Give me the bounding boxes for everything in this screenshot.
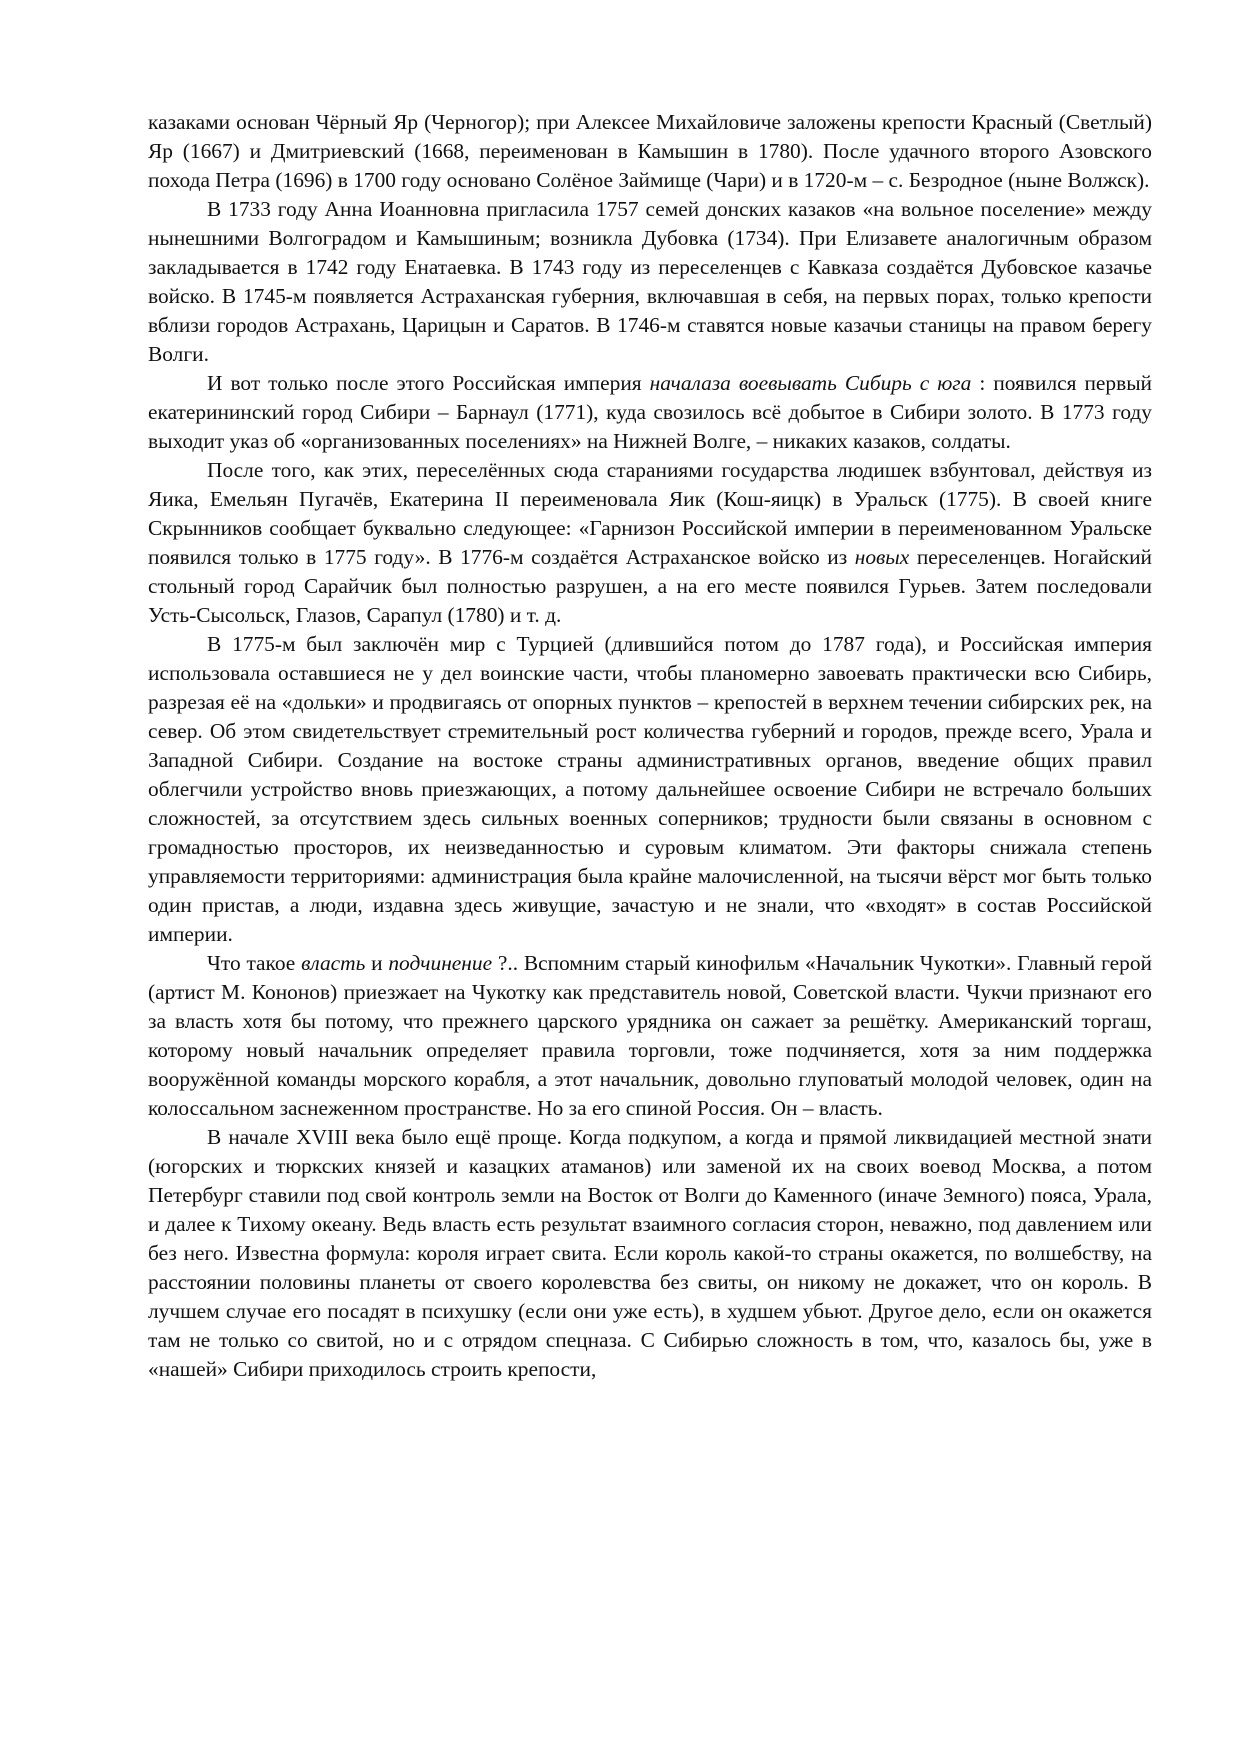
italic-text-segment: власть bbox=[301, 951, 366, 975]
text-segment: : появился первый екатерининский город Сибири – Барнаул (1771), куда свозилось всё добытое в Сибири золото. В 1773 году выходит указ об «организованных поселениях» на Нижней Волге, – никаких казаков, солдаты. bbox=[148, 371, 1153, 453]
italic-text-segment: новых bbox=[854, 545, 910, 569]
italic-text-segment: подчинение bbox=[388, 951, 493, 975]
text-segment: В начале XVIII века было ещё проще. Когда подкупом, а когда и прямой ликвидацией местной знати (югорских и тюркских князей и казацких атаманов) или заменой их на своих воевод Москва, а потом Петербург ставили под свой контроль земли на Восток от Волги до Каменного (иначе Земного) пояса, Урала, и далее к Тихому океану. Ведь власть есть результат взаимного согласия сторон, неважно, под давлением или без него. Известна формула: короля играет свита. Если король какой-то страны окажется, по волшебству, на расстоянии половины планеты от своего королевства без свиты, он никому не докажет, что он король. В лучшем случае его посадят в психушку (если они уже есть), в худшем убьют. Другое дело, если он окажется там не только со свитой, но и с отрядом спецназа. С Сибирью сложность в том, что, казалось бы, уже в «нашей» Сибири приходилось строить крепости, bbox=[148, 1125, 1152, 1381]
document-page bbox=[148, 108, 1152, 1384]
paragraph bbox=[148, 630, 1152, 949]
italic-text-segment: началаза воевывать Сибирь с юга bbox=[649, 371, 972, 395]
text-segment: казаками основан Чёрный Яр (Черногор); при Алексее Михайловиче заложены крепости Красный (Светлый) Яр (1667) и Дмитриевский (1668, переименован в Камышин в 1780). После удачного второго Азовского похода Петра (1696) в 1700 году основано Солёное Займище (Чари) и в 1720-м – с. Безродное (ныне Волжск). bbox=[148, 110, 1152, 192]
text-segment: В 1733 году Анна Иоанновна пригласила 1757 семей донских казаков «на вольное поселение» между нынешними Волгоградом и Камышиным; возникла Дубовка (1734). При Елизавете аналогичным образом закладывается в 1742 году Енатаевка. В 1743 году из переселенцев с Кавказа создаётся Дубовское казачье войско. В 1745-м появляется Астраханская губерния, включавшая в себя, на первых порах, только крепости вблизи городов Астрахань, Царицын и Саратов. В 1746-м ставятся новые казачьи станицы на правом берегу Волги. bbox=[148, 197, 1152, 366]
text-segment: Что такое bbox=[207, 951, 302, 975]
paragraph bbox=[148, 949, 1152, 1123]
paragraph bbox=[148, 369, 1152, 456]
paragraph bbox=[148, 108, 1152, 195]
paragraph bbox=[148, 1123, 1152, 1384]
text-segment: И вот только после этого Российская империя bbox=[207, 371, 650, 395]
text-segment: переселенцев. Ногайский стольный город Сарайчик был полностью разрушен, а на его месте появился Гурьев. Затем последовали Усть-Сысольск, Глазов, Сарапул (1780) и т. д. bbox=[148, 545, 1152, 627]
text-segment: После того, как этих, переселённых сюда стараниями государства людишек взбунтовал, действуя из Яика, Емельян Пугачёв, Екатерина II переименовала Яик (Кош-яицк) в Уральск (1775). В своей книге Скрынников сообщает буквально следующее: «Гарнизон Российской империи в переименованном Уральске появился только в 1775 году». В 1776-м создаётся Астраханское войско из bbox=[148, 458, 1152, 569]
text-segment: ?.. Вспомним старый кинофильм «Начальник Чукотки». Главный герой (артист М. Кононов) приезжает на Чукотку как представитель новой, Советской власти. Чукчи признают его за власть хотя бы потому, что прежнего царского урядника он сажает за решётку. Американский торгаш, которому новый начальник определяет правила торговли, тоже подчиняется, хотя за ним поддержка вооружённой команды морского корабля, а этот начальник, довольно глуповатый молодой человек, один на колоссальном заснеженном пространстве. Но за его спиной Россия. Он – власть. bbox=[148, 951, 1152, 1120]
paragraph bbox=[148, 195, 1152, 369]
text-segment: В 1775-м был заключён мир с Турцией (длившийся потом до 1787 года), и Российская империя использовала оставшиеся не у дел воинские части, чтобы планомерно завоевать практически всю Сибирь, разрезая её на «дольки» и продвигаясь от опорных пунктов – крепостей в верхнем течении сибирских рек, на север. Об этом свидетельствует стремительный рост количества губерний и городов, прежде всего, Урала и Западной Сибири. Создание на востоке страны административных органов, введение общих правил облегчили устройство вновь приезжающих, а потому дальнейшее освоение Сибири не встречало больших сложностей, за отсутствием здесь сильных военных соперников; трудности были связаны в основном с громадностью просторов, их неизведанностью и суровым климатом. Эти факторы снижала степень управляемости территориями: администрация была крайне малочисленной, на тысячи вёрст мог быть только один пристав, а люди, издавна здесь живущие, зачастую и не знали, что «входят» в состав Российской империи. bbox=[148, 632, 1152, 946]
paragraph bbox=[148, 456, 1152, 630]
text-segment: и bbox=[365, 951, 389, 975]
